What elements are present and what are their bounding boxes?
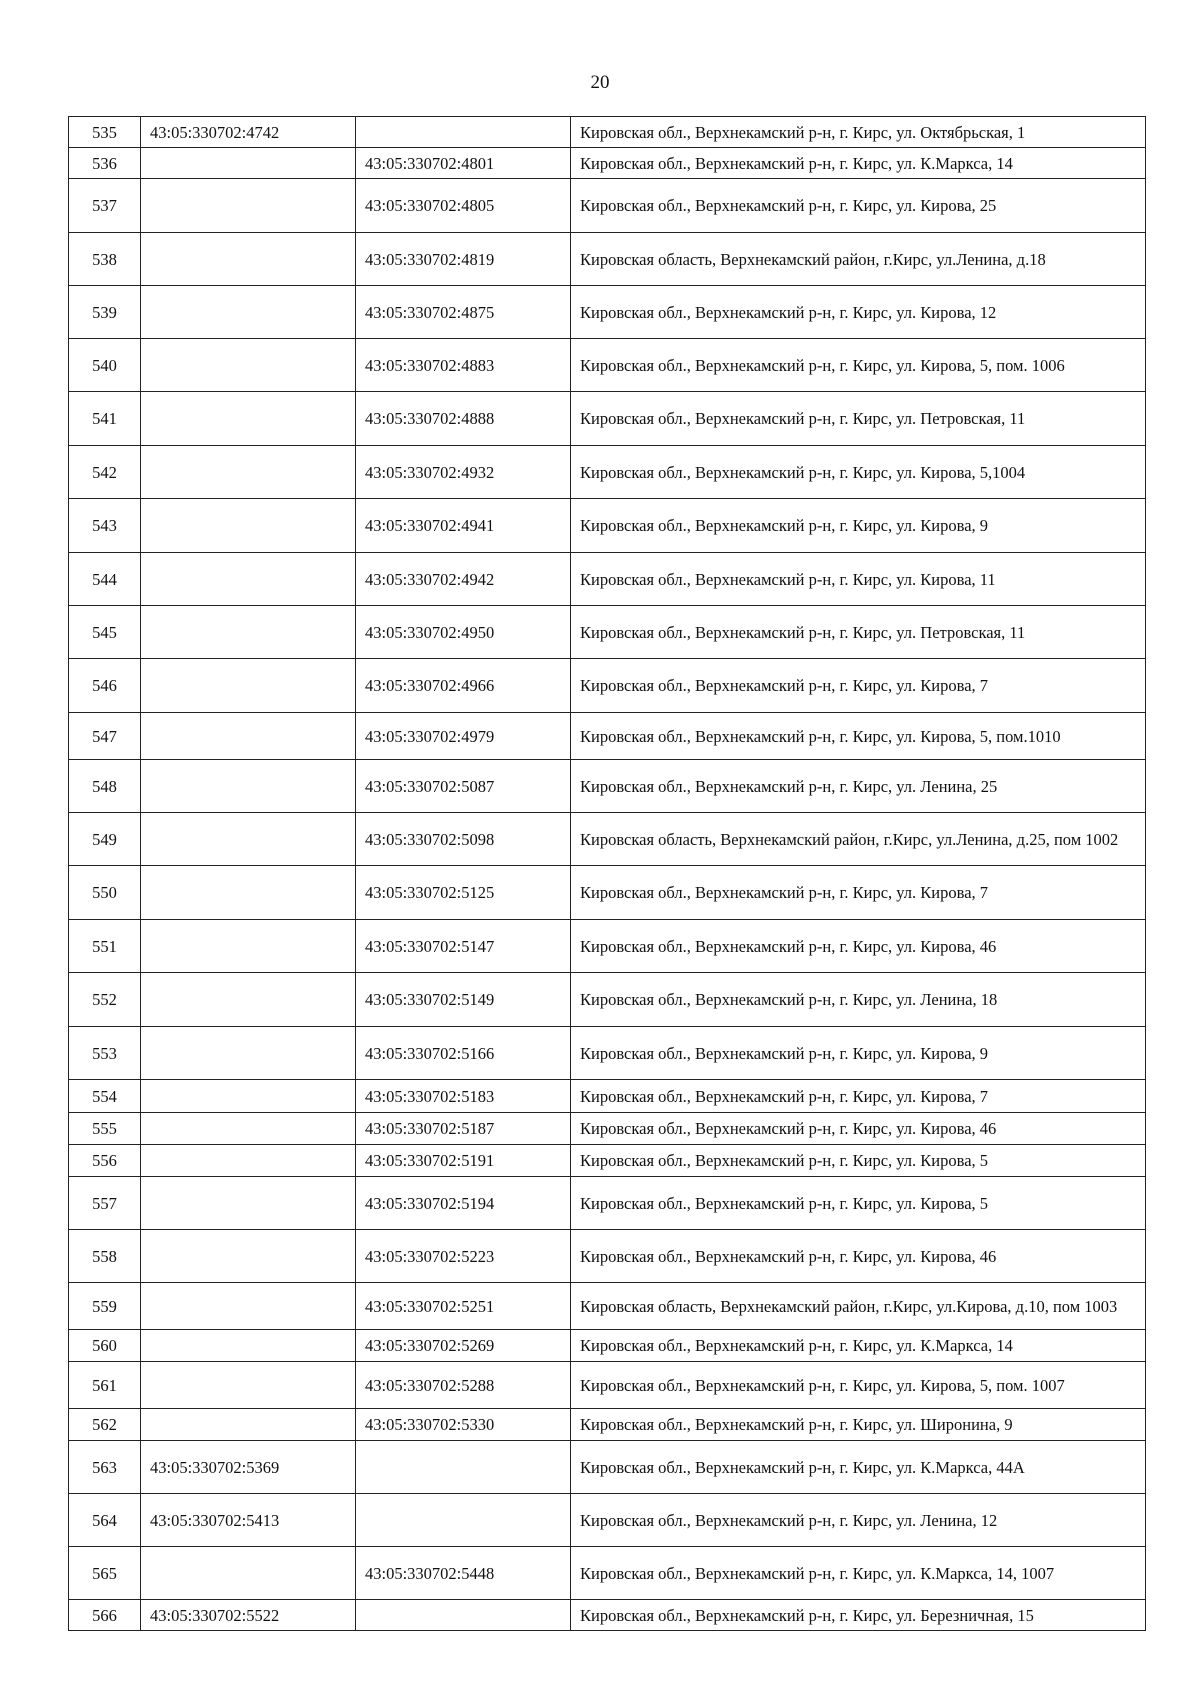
address-cell: Кировская обл., Верхнекамский р-н, г. Кирс, ул. К.Маркса, 14	[571, 1330, 1146, 1362]
cadastral-number-a	[141, 973, 356, 1027]
cadastral-number-b: 43:05:330702:5191	[356, 1145, 571, 1177]
row-number: 557	[69, 1177, 141, 1230]
table-row	[69, 117, 1146, 148]
address-cell: Кировская обл., Верхнекамский р-н, г. Кирс, ул. Октябрьская, 1	[571, 117, 1146, 148]
address-cell: Кировская обл., Верхнекамский р-н, г. Кирс, ул. Кирова, 12	[571, 286, 1146, 339]
table-row	[69, 499, 1146, 553]
cadastral-number-a	[141, 920, 356, 973]
address-cell: Кировская обл., Верхнекамский р-н, г. Кирс, ул. Кирова, 25	[571, 179, 1146, 233]
cadastral-number-b: 43:05:330702:4801	[356, 148, 571, 179]
table-row	[69, 392, 1146, 446]
cadastral-number-a	[141, 148, 356, 179]
table-row	[69, 659, 1146, 713]
row-number: 541	[69, 392, 141, 446]
address-cell: Кировская обл., Верхнекамский р-н, г. Кирс, ул. Березничная, 15	[571, 1600, 1146, 1631]
cadastral-number-b: 43:05:330702:5149	[356, 973, 571, 1027]
cadastral-number-b: 43:05:330702:4932	[356, 446, 571, 499]
cadastral-number-a	[141, 286, 356, 339]
cadastral-number-b: 43:05:330702:4875	[356, 286, 571, 339]
cadastral-number-b: 43:05:330702:4941	[356, 499, 571, 553]
table-row	[69, 1600, 1146, 1631]
row-number: 543	[69, 499, 141, 553]
row-number: 560	[69, 1330, 141, 1362]
row-number: 555	[69, 1113, 141, 1145]
address-cell: Кировская обл., Верхнекамский р-н, г. Кирс, ул. Кирова, 9	[571, 499, 1146, 553]
cadastral-number-b: 43:05:330702:5187	[356, 1113, 571, 1145]
row-number: 558	[69, 1230, 141, 1283]
row-number: 561	[69, 1362, 141, 1409]
row-number: 547	[69, 713, 141, 760]
table-row	[69, 1113, 1146, 1145]
row-number: 544	[69, 553, 141, 606]
address-cell: Кировская обл., Верхнекамский р-н, г. Кирс, ул. Кирова, 7	[571, 659, 1146, 713]
address-cell: Кировская обл., Верхнекамский р-н, г. Кирс, ул. Кирова, 46	[571, 1113, 1146, 1145]
cadastral-number-b	[356, 1600, 571, 1631]
address-cell: Кировская обл., Верхнекамский р-н, г. Кирс, ул. Петровская, 11	[571, 392, 1146, 446]
address-cell: Кировская обл., Верхнекамский р-н, г. Кирс, ул. К.Маркса, 44А	[571, 1441, 1146, 1494]
table-row	[69, 1027, 1146, 1080]
row-number: 546	[69, 659, 141, 713]
row-number: 563	[69, 1441, 141, 1494]
table-row	[69, 1547, 1146, 1600]
row-number: 536	[69, 148, 141, 179]
table-row	[69, 1230, 1146, 1283]
cadastral-number-a	[141, 1113, 356, 1145]
row-number: 535	[69, 117, 141, 148]
row-number: 550	[69, 866, 141, 920]
cadastral-number-a	[141, 659, 356, 713]
cadastral-number-b: 43:05:330702:5288	[356, 1362, 571, 1409]
cadastral-number-b: 43:05:330702:5223	[356, 1230, 571, 1283]
cadastral-number-b	[356, 1441, 571, 1494]
cadastral-number-b: 43:05:330702:4805	[356, 179, 571, 233]
table-row	[69, 1330, 1146, 1362]
address-cell: Кировская обл., Верхнекамский р-н, г. Кирс, ул. Кирова, 7	[571, 866, 1146, 920]
row-number: 537	[69, 179, 141, 233]
table-row	[69, 1362, 1146, 1409]
cadastral-number-b: 43:05:330702:5251	[356, 1283, 571, 1330]
cadastral-number-a	[141, 866, 356, 920]
cadastral-number-b	[356, 1494, 571, 1547]
address-cell: Кировская обл., Верхнекамский р-н, г. Кирс, ул. Петровская, 11	[571, 606, 1146, 659]
page-number: 20	[590, 72, 610, 93]
table-row	[69, 1494, 1146, 1547]
cadastral-number-b: 43:05:330702:5087	[356, 760, 571, 813]
table-row	[69, 553, 1146, 606]
cadastral-number-a	[141, 1330, 356, 1362]
cadastral-number-b: 43:05:330702:5330	[356, 1409, 571, 1441]
address-cell: Кировская обл., Верхнекамский р-н, г. Кирс, ул. Широнина, 9	[571, 1409, 1146, 1441]
address-cell: Кировская обл., Верхнекамский р-н, г. Кирс, ул. Кирова, 46	[571, 1230, 1146, 1283]
row-number: 556	[69, 1145, 141, 1177]
table-row	[69, 813, 1146, 866]
table-row	[69, 760, 1146, 813]
table-row	[69, 446, 1146, 499]
row-number: 549	[69, 813, 141, 866]
row-number: 540	[69, 339, 141, 392]
row-number: 548	[69, 760, 141, 813]
cadastral-number-b: 43:05:330702:4888	[356, 392, 571, 446]
cadastral-number-a	[141, 1080, 356, 1113]
cadastral-number-a	[141, 606, 356, 659]
row-number: 554	[69, 1080, 141, 1113]
table-row	[69, 606, 1146, 659]
table-row	[69, 973, 1146, 1027]
address-cell: Кировская область, Верхнекамский район, г.Кирс, ул.Ленина, д.25, пом 1002	[571, 813, 1146, 866]
cadastral-number-a	[141, 392, 356, 446]
cadastral-number-b: 43:05:330702:5166	[356, 1027, 571, 1080]
cadastral-number-a	[141, 1283, 356, 1330]
cadastral-number-b: 43:05:330702:5125	[356, 866, 571, 920]
cadastral-number-a	[141, 1362, 356, 1409]
address-cell: Кировская обл., Верхнекамский р-н, г. Кирс, ул. К.Маркса, 14, 1007	[571, 1547, 1146, 1600]
row-number: 566	[69, 1600, 141, 1631]
cadastral-number-a: 43:05:330702:5413	[141, 1494, 356, 1547]
row-number: 559	[69, 1283, 141, 1330]
cadastral-number-b: 43:05:330702:4979	[356, 713, 571, 760]
table-row	[69, 233, 1146, 286]
address-cell: Кировская обл., Верхнекамский р-н, г. Кирс, ул. Кирова, 11	[571, 553, 1146, 606]
row-number: 565	[69, 1547, 141, 1600]
row-number: 564	[69, 1494, 141, 1547]
cadastral-number-a: 43:05:330702:5369	[141, 1441, 356, 1494]
address-cell: Кировская обл., Верхнекамский р-н, г. Кирс, ул. Кирова, 5, пом. 1006	[571, 339, 1146, 392]
table-row	[69, 866, 1146, 920]
cadastral-number-a: 43:05:330702:4742	[141, 117, 356, 148]
cadastral-number-a	[141, 339, 356, 392]
address-cell: Кировская обл., Верхнекамский р-н, г. Кирс, ул. Кирова, 9	[571, 1027, 1146, 1080]
row-number: 539	[69, 286, 141, 339]
table-body	[69, 117, 1146, 1631]
row-number: 542	[69, 446, 141, 499]
table-row	[69, 1177, 1146, 1230]
cadastral-number-b: 43:05:330702:4883	[356, 339, 571, 392]
cadastral-number-a	[141, 760, 356, 813]
address-cell: Кировская область, Верхнекамский район, г.Кирс, ул.Кирова, д.10, пом 1003	[571, 1283, 1146, 1330]
table-row	[69, 1145, 1146, 1177]
address-cell: Кировская обл., Верхнекамский р-н, г. Кирс, ул. Кирова, 5	[571, 1145, 1146, 1177]
cadastral-number-a	[141, 233, 356, 286]
address-cell: Кировская обл., Верхнекамский р-н, г. Кирс, ул. Кирова, 5	[571, 1177, 1146, 1230]
cadastral-number-a	[141, 1230, 356, 1283]
address-cell: Кировская обл., Верхнекамский р-н, г. Кирс, ул. Кирова, 7	[571, 1080, 1146, 1113]
row-number: 552	[69, 973, 141, 1027]
cadastral-number-b: 43:05:330702:4966	[356, 659, 571, 713]
row-number: 562	[69, 1409, 141, 1441]
address-cell: Кировская обл., Верхнекамский р-н, г. Кирс, ул. Ленина, 18	[571, 973, 1146, 1027]
cadastral-number-a	[141, 499, 356, 553]
table-row	[69, 339, 1146, 392]
cadastral-number-b: 43:05:330702:4942	[356, 553, 571, 606]
address-cell: Кировская область, Верхнекамский район, г.Кирс, ул.Ленина, д.18	[571, 233, 1146, 286]
table-row	[69, 1080, 1146, 1113]
cadastral-number-b: 43:05:330702:5183	[356, 1080, 571, 1113]
cadastral-number-b	[356, 117, 571, 148]
cadastral-number-a	[141, 1177, 356, 1230]
cadastral-number-a	[141, 1145, 356, 1177]
address-cell: Кировская обл., Верхнекамский р-н, г. Кирс, ул. Кирова, 46	[571, 920, 1146, 973]
cadastral-number-b: 43:05:330702:5194	[356, 1177, 571, 1230]
row-number: 545	[69, 606, 141, 659]
address-cell: Кировская обл., Верхнекамский р-н, г. Кирс, ул. К.Маркса, 14	[571, 148, 1146, 179]
cadastral-number-a	[141, 1027, 356, 1080]
cadastral-registry-table	[68, 116, 1146, 1631]
table-row	[69, 286, 1146, 339]
cadastral-number-b: 43:05:330702:5098	[356, 813, 571, 866]
cadastral-number-b: 43:05:330702:4950	[356, 606, 571, 659]
row-number: 551	[69, 920, 141, 973]
address-cell: Кировская обл., Верхнекамский р-н, г. Кирс, ул. Ленина, 12	[571, 1494, 1146, 1547]
table-row	[69, 713, 1146, 760]
cadastral-number-a	[141, 1547, 356, 1600]
cadastral-number-a	[141, 179, 356, 233]
cadastral-number-a: 43:05:330702:5522	[141, 1600, 356, 1631]
cadastral-number-a	[141, 553, 356, 606]
cadastral-number-a	[141, 1409, 356, 1441]
row-number: 538	[69, 233, 141, 286]
table-row	[69, 1441, 1146, 1494]
cadastral-number-a	[141, 446, 356, 499]
table-row	[69, 148, 1146, 179]
address-cell: Кировская обл., Верхнекамский р-н, г. Кирс, ул. Ленина, 25	[571, 760, 1146, 813]
cadastral-number-b: 43:05:330702:5147	[356, 920, 571, 973]
table-row	[69, 179, 1146, 233]
table-row	[69, 1409, 1146, 1441]
address-cell: Кировская обл., Верхнекамский р-н, г. Кирс, ул. Кирова, 5,1004	[571, 446, 1146, 499]
cadastral-number-a	[141, 813, 356, 866]
table-row	[69, 920, 1146, 973]
cadastral-number-b: 43:05:330702:5269	[356, 1330, 571, 1362]
address-cell: Кировская обл., Верхнекамский р-н, г. Кирс, ул. Кирова, 5, пом.1010	[571, 713, 1146, 760]
cadastral-number-b: 43:05:330702:4819	[356, 233, 571, 286]
cadastral-number-a	[141, 713, 356, 760]
address-cell: Кировская обл., Верхнекамский р-н, г. Кирс, ул. Кирова, 5, пом. 1007	[571, 1362, 1146, 1409]
table-row	[69, 1283, 1146, 1330]
row-number: 553	[69, 1027, 141, 1080]
cadastral-number-b: 43:05:330702:5448	[356, 1547, 571, 1600]
